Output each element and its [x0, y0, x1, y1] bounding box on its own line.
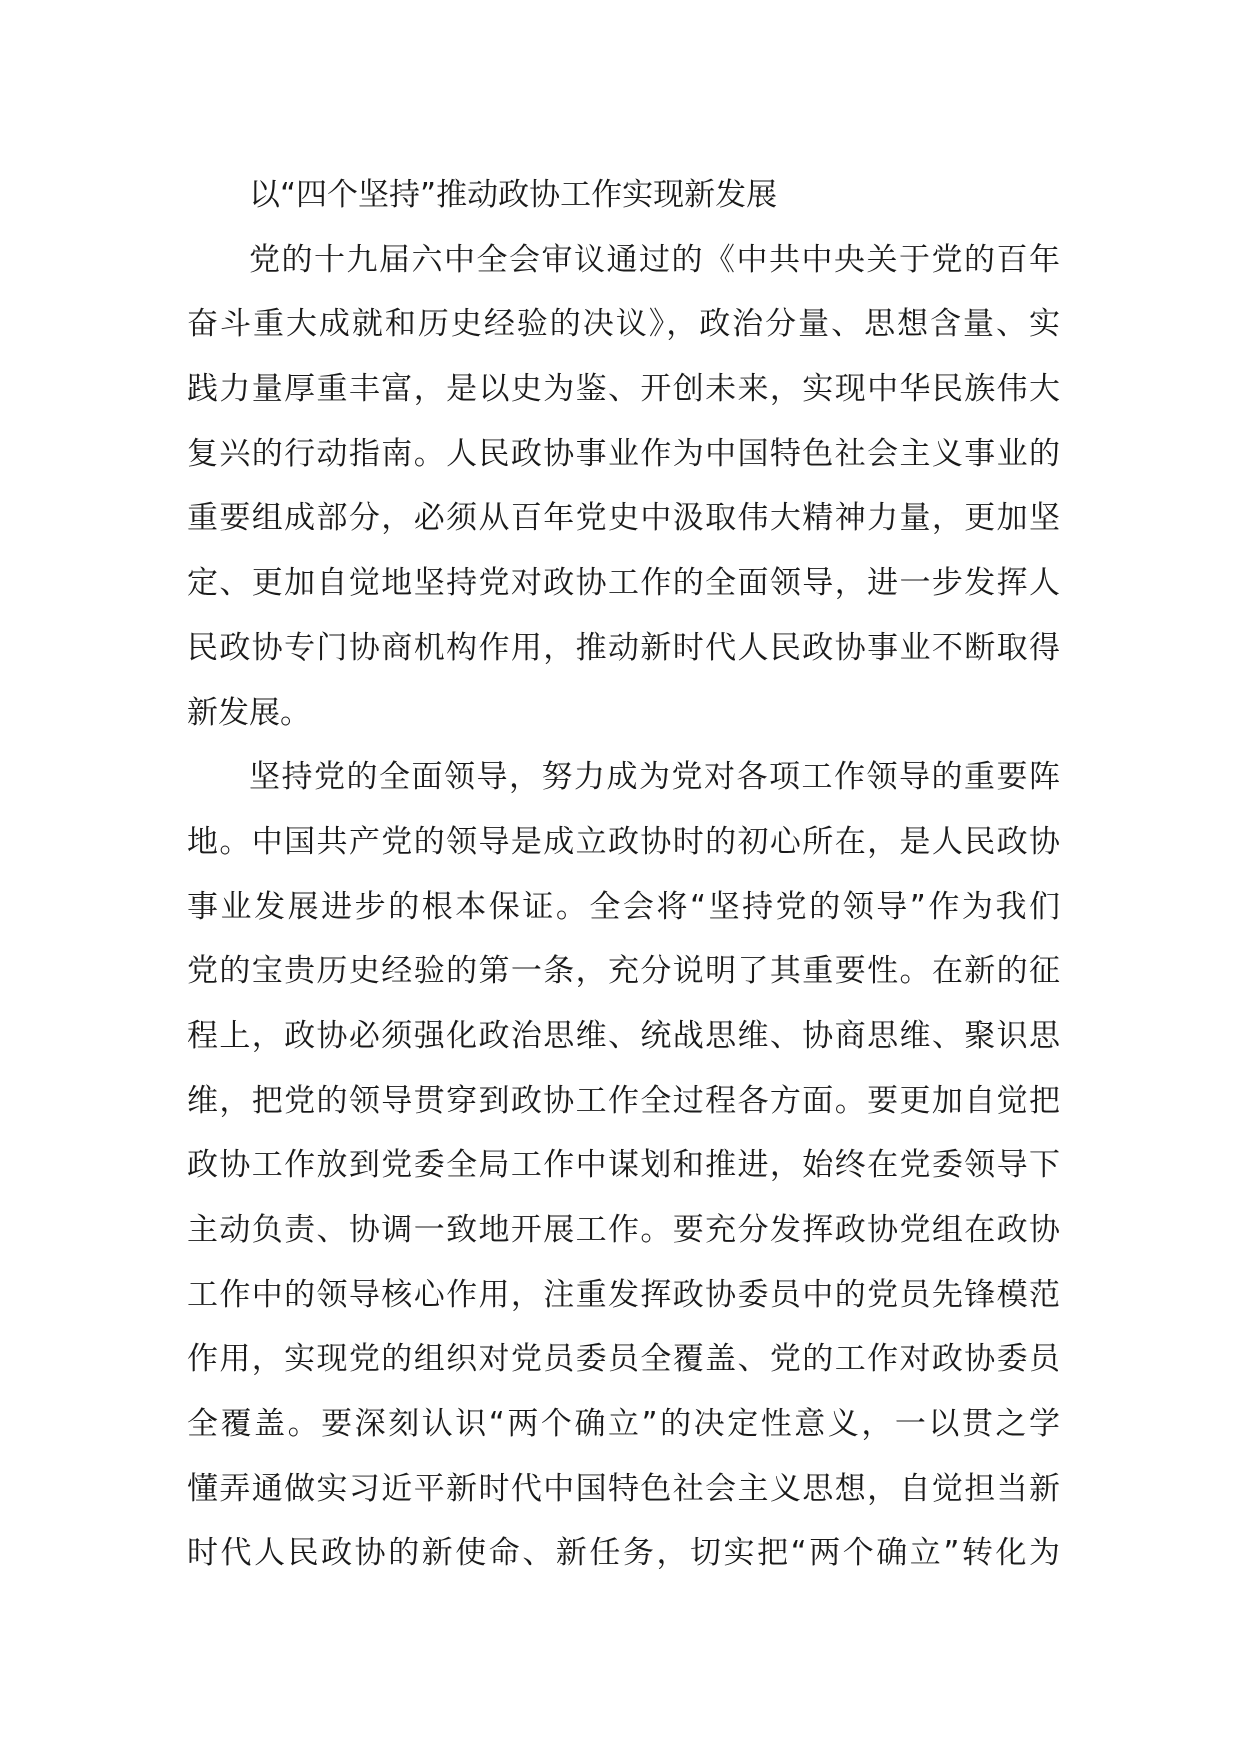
paragraph-line: 民政协专门协商机构作用，推动新时代人民政协事业不断取得 — [187, 629, 1060, 666]
document-title: 以“四个坚持”推动政协工作实现新发展 — [249, 177, 778, 213]
paragraph-line: 全覆盖。要深刻认识“两个确立”的决定性意义，一以贯之学 — [187, 1406, 1060, 1443]
paragraph-line: 复兴的行动指南。人民政协事业作为中国特色社会主义事业的 — [187, 435, 1060, 472]
paragraph-line: 新发展。 — [187, 694, 311, 731]
paragraph-line: 坚持党的全面领导，努力成为党对各项工作领导的重要阵 — [249, 759, 1060, 796]
document-body — [187, 163, 1060, 1586]
paragraph-line: 重要组成部分，必须从百年党史中汲取伟大精神力量，更加坚 — [187, 500, 1060, 537]
paragraph-line: 工作中的领导核心作用，注重发挥政协委员中的党员先锋模范 — [187, 1276, 1060, 1313]
paragraph-1 — [187, 228, 1060, 746]
paragraph-line: 作用，实现党的组织对党员委员全覆盖、党的工作对政协委员 — [187, 1341, 1060, 1378]
paragraph-2 — [187, 745, 1060, 1586]
paragraph-line: 程上，政协必须强化政治思维、统战思维、协商思维、聚识思 — [187, 1017, 1060, 1054]
paragraph-line: 定、更加自觉地坚持党对政协工作的全面领导，进一步发挥人 — [187, 565, 1060, 602]
paragraph-line: 主动负责、协调一致地开展工作。要充分发挥政协党组在政协 — [187, 1212, 1060, 1248]
paragraph-line: 地。中国共产党的领导是成立政协时的初心所在，是人民政协 — [187, 823, 1060, 860]
paragraph-line: 维，把党的领导贯穿到政协工作全过程各方面。要更加自觉把 — [187, 1082, 1060, 1119]
paragraph-line: 懂弄通做实习近平新时代中国特色社会主义思想，自觉担当新 — [187, 1470, 1060, 1507]
paragraph-line: 党的宝贵历史经验的第一条，充分说明了其重要性。在新的征 — [187, 953, 1060, 990]
paragraph-line: 政协工作放到党委全局工作中谋划和推进，始终在党委领导下 — [187, 1147, 1060, 1184]
paragraph-line: 时代人民政协的新使命、新任务，切实把“两个确立”转化为 — [187, 1535, 1060, 1572]
paragraph-line: 践力量厚重丰富，是以史为鉴、开创未来，实现中华民族伟大 — [187, 371, 1060, 408]
paragraph-line: 党的十九届六中全会审议通过的《中共中央关于党的百年 — [249, 241, 1060, 278]
paragraph-line: 事业发展进步的根本保证。全会将“坚持党的领导”作为我们 — [187, 888, 1060, 925]
paragraph-line: 奋斗重大成就和历史经验的决议》，政治分量、思想含量、实 — [187, 306, 1060, 343]
